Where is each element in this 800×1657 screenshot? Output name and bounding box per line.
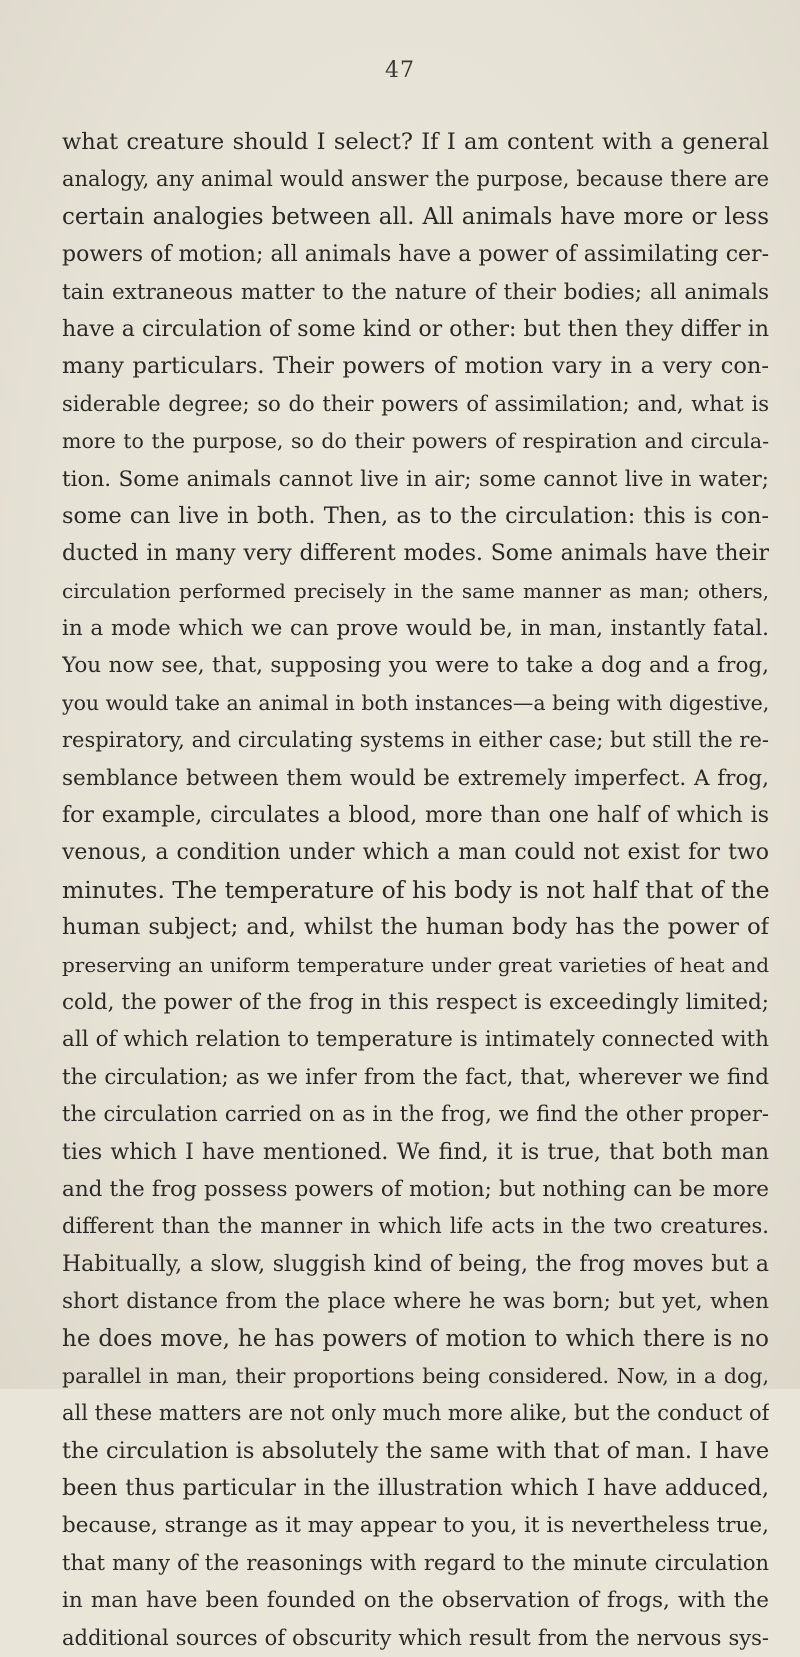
text-line: the circulation is absolutely the same with that of man. I have bbox=[62, 1437, 769, 1464]
text-line: circulation performed precisely in the same manner as man; others, bbox=[62, 578, 769, 603]
text-line: in man have been founded on the observation of frogs, with the bbox=[62, 1588, 769, 1614]
text-line: different than the manner in which life acts in the two creatures. bbox=[62, 1214, 769, 1239]
text-line: siderable degree; so do their powers of assimilation; and, what is bbox=[62, 391, 769, 416]
text-line: minutes. The temperature of his body is not half that of the bbox=[62, 875, 769, 904]
text-line: short distance from the place where he was born; but yet, when bbox=[62, 1289, 769, 1315]
text-line: many particulars. Their powers of motion vary in a very con- bbox=[62, 353, 769, 380]
text-line: ties which I have mentioned. We find, it is true, that both man bbox=[62, 1139, 769, 1165]
text-line: You now see, that, supposing you were to take a dog and a frog, bbox=[62, 653, 769, 679]
text-line: you would take an animal in both instances—a being with digestive, bbox=[62, 690, 769, 715]
text-line: Habitually, a slow, sluggish kind of being, the frog moves but a bbox=[62, 1251, 769, 1277]
page-number: 47 bbox=[385, 58, 415, 83]
text-line: all these matters are not only much more alike, but the conduct of bbox=[62, 1401, 769, 1426]
text-line: respiratory, and circulating systems in either case; but still the re- bbox=[62, 728, 769, 753]
text-line: what creature should I select? If I am content with a general bbox=[62, 129, 769, 155]
text-line: the circulation; as we infer from the fact, that, wherever we find bbox=[62, 1064, 769, 1090]
text-line: semblance between them would be extremely imperfect. A frog, bbox=[62, 765, 769, 791]
text-line: the circulation carried on as in the frog, we find the other proper- bbox=[62, 1102, 769, 1127]
text-line: analogy, any animal would answer the purpose, because there are bbox=[62, 167, 769, 192]
body-text bbox=[62, 124, 769, 1657]
text-line: have a circulation of some kind or other: but then they differ in bbox=[62, 316, 769, 342]
text-line: been thus particular in the illustration which I have adduced, bbox=[62, 1475, 769, 1502]
text-line: in a mode which we can prove would be, in man, instantly fatal. bbox=[62, 616, 769, 642]
text-line: all of which relation to temperature is intimately connected with bbox=[62, 1027, 769, 1053]
text-line: powers of motion; all animals have a power of assimilating cer- bbox=[62, 242, 769, 268]
text-line: and the frog possess powers of motion; but nothing can be more bbox=[62, 1176, 769, 1202]
text-line: additional sources of obscurity which result from the nervous sys- bbox=[62, 1625, 769, 1650]
text-line: he does move, he has powers of motion to which there is no bbox=[62, 1325, 769, 1352]
text-line: because, strange as it may appear to you, it is nevertheless true, bbox=[62, 1513, 769, 1539]
text-line: that many of the reasonings with regard to the minute circulation bbox=[62, 1550, 769, 1575]
text-line: for example, circulates a blood, more than one half of which is bbox=[62, 803, 769, 829]
text-line: tain extraneous matter to the nature of their bodies; all animals bbox=[62, 279, 769, 305]
text-line: more to the purpose, so do their powers of respiration and circula- bbox=[62, 429, 769, 454]
text-line: tion. Some animals cannot live in air; some cannot live in water; bbox=[62, 466, 769, 492]
text-line: preserving an uniform temperature under great varieties of heat and bbox=[62, 952, 769, 977]
text-line: parallel in man, their proportions being considered. Now, in a dog, bbox=[62, 1363, 769, 1388]
text-line: cold, the power of the frog in this respect is exceedingly limited; bbox=[62, 989, 769, 1015]
text-line: human subject; and, whilst the human body has the power of bbox=[62, 914, 769, 941]
text-line: some can live in both. Then, as to the circulation: this is con- bbox=[62, 502, 769, 529]
text-line: ducted in many very different modes. Some animals have their bbox=[62, 541, 769, 567]
text-line: venous, a condition under which a man could not exist for two bbox=[62, 840, 769, 866]
text-line: certain analogies between all. All animals have more or less bbox=[62, 203, 769, 230]
